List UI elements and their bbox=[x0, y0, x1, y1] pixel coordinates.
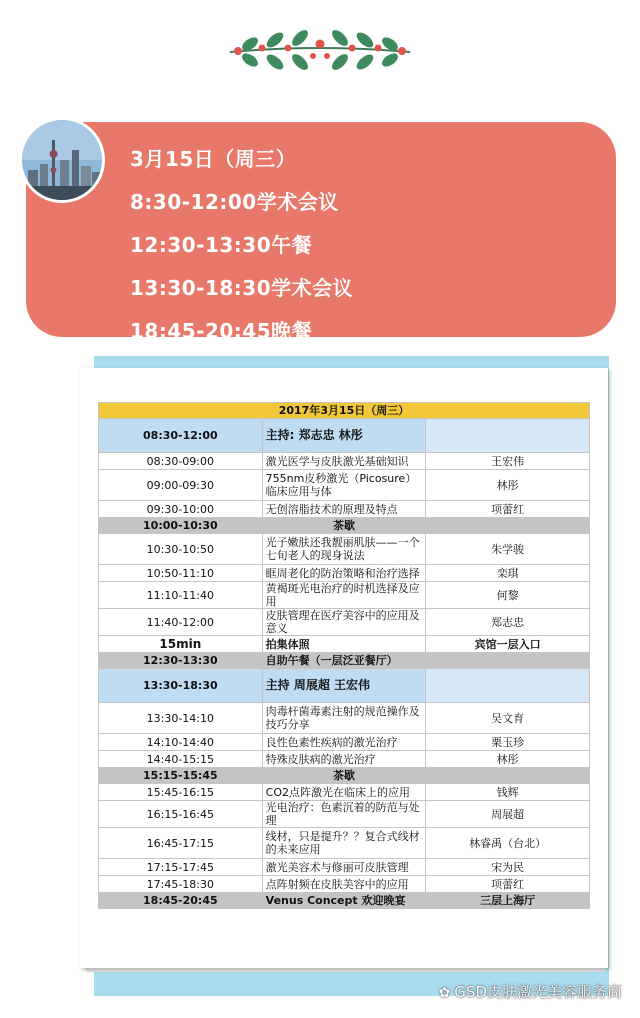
row-speaker: 林彤 bbox=[426, 470, 590, 501]
leaf-garland-decoration bbox=[0, 18, 640, 78]
row-speaker: 林彤 bbox=[426, 751, 590, 768]
row-speaker: 栾琪 bbox=[426, 565, 590, 582]
row-time: 10:30-10:50 bbox=[99, 534, 263, 565]
row-speaker: 三层上海厅 bbox=[426, 893, 590, 909]
schedule-row bbox=[99, 784, 590, 801]
row-topic: 自助午餐（一层泛亚餐厅） bbox=[262, 653, 426, 669]
row-speaker: 何黎 bbox=[426, 582, 590, 609]
row-time: 11:40-12:00 bbox=[99, 609, 263, 636]
row-speaker: 王宏伟 bbox=[426, 453, 590, 470]
row-time: 10:50-11:10 bbox=[99, 565, 263, 582]
schedule-row bbox=[99, 669, 590, 703]
row-topic: 光电治疗：色素沉着的防范与处理 bbox=[262, 801, 426, 828]
row-topic: 光子嫩肤还我靓丽肌肤——一个七旬老人的现身说法 bbox=[262, 534, 426, 565]
row-speaker bbox=[426, 419, 590, 453]
schedule-row bbox=[99, 734, 590, 751]
row-topic: 黄褐斑光电治疗的时机选择及应用 bbox=[262, 582, 426, 609]
skyline-image-icon bbox=[22, 120, 102, 200]
row-time: 12:30-13:30 bbox=[99, 653, 263, 669]
row-topic: 无创溶脂技术的原理及特点 bbox=[262, 501, 426, 518]
schedule-row bbox=[99, 565, 590, 582]
schedule-row bbox=[99, 636, 590, 653]
card-session-afternoon: 13:30-18:30学术会议 bbox=[130, 276, 354, 300]
schedule-row bbox=[99, 751, 590, 768]
row-time: 15:45-16:15 bbox=[99, 784, 263, 801]
row-topic: 拍集体照 bbox=[262, 636, 426, 653]
row-time: 08:30-12:00 bbox=[99, 419, 263, 453]
row-topic: 良性色素性疾病的激光治疗 bbox=[262, 734, 426, 751]
schedule-row bbox=[99, 801, 590, 828]
row-speaker: 宾馆一层入口 bbox=[426, 636, 590, 653]
schedule-row bbox=[99, 703, 590, 734]
row-topic: 茶歇 bbox=[262, 768, 426, 784]
row-topic: 主持: 郑志忠 林彤 bbox=[262, 419, 426, 453]
row-topic: 肉毒杆菌毒素注射的规范操作及技巧分享 bbox=[262, 703, 426, 734]
row-topic: 主持 周展超 王宏伟 bbox=[262, 669, 426, 703]
schedule-row bbox=[99, 453, 590, 470]
row-topic: 眶周老化的防治策略和治疗选择 bbox=[262, 565, 426, 582]
row-speaker: 项蕾红 bbox=[426, 876, 590, 893]
row-speaker: 郑志忠 bbox=[426, 609, 590, 636]
row-topic: CO2点阵激光在临床上的应用 bbox=[262, 784, 426, 801]
row-time: 13:30-14:10 bbox=[99, 703, 263, 734]
card-lunch: 12:30-13:30午餐 bbox=[130, 233, 313, 257]
row-time: 16:15-16:45 bbox=[99, 801, 263, 828]
schedule-row bbox=[99, 876, 590, 893]
schedule-row bbox=[99, 893, 590, 909]
row-speaker: 吴文育 bbox=[426, 703, 590, 734]
card-dinner: 18:45-20:45晚餐 bbox=[130, 319, 313, 343]
schedule-row bbox=[99, 582, 590, 609]
row-time: 08:30-09:00 bbox=[99, 453, 263, 470]
row-time: 11:10-11:40 bbox=[99, 582, 263, 609]
row-time: 09:00-09:30 bbox=[99, 470, 263, 501]
row-time: 16:45-17:15 bbox=[99, 828, 263, 859]
row-time: 14:40-15:15 bbox=[99, 751, 263, 768]
row-speaker: 宋为民 bbox=[426, 859, 590, 876]
row-topic: 激光医学与皮肤激光基础知识 bbox=[262, 453, 426, 470]
row-speaker bbox=[426, 518, 590, 534]
row-topic: 激光美容术与修丽可皮肤管理 bbox=[262, 859, 426, 876]
watermark-text: GSD皮肤激光美容服务商 bbox=[454, 983, 622, 1001]
schedule-row bbox=[99, 419, 590, 453]
row-time: 13:30-18:30 bbox=[99, 669, 263, 703]
row-time: 14:10-14:40 bbox=[99, 734, 263, 751]
row-topic: 皮肤管理在医疗美容中的应用及意义 bbox=[262, 609, 426, 636]
card-date: 3月15日（周三） bbox=[130, 147, 297, 171]
row-speaker bbox=[426, 653, 590, 669]
row-topic: Venus Concept 欢迎晚宴 bbox=[262, 893, 426, 909]
row-speaker: 朱学骏 bbox=[426, 534, 590, 565]
row-time: 17:45-18:30 bbox=[99, 876, 263, 893]
row-time: 18:45-20:45 bbox=[99, 893, 263, 909]
schedule-table bbox=[98, 402, 590, 909]
schedule-title: 2017年3月15日（周三） bbox=[99, 403, 590, 419]
row-topic: 755nm皮秒激光（Picosure）临床应用与体 bbox=[262, 470, 426, 501]
row-time: 15min bbox=[99, 636, 263, 653]
row-topic: 点阵射频在皮肤美容中的应用 bbox=[262, 876, 426, 893]
row-topic: 茶歇 bbox=[262, 518, 426, 534]
schedule-summary-card bbox=[26, 122, 616, 337]
row-time: 17:15-17:45 bbox=[99, 859, 263, 876]
card-session-morning: 8:30-12:00学术会议 bbox=[130, 190, 339, 214]
schedule-row bbox=[99, 534, 590, 565]
row-time: 09:30-10:00 bbox=[99, 501, 263, 518]
row-speaker: 栗玉珍 bbox=[426, 734, 590, 751]
schedule-sheet bbox=[80, 368, 608, 968]
watermark bbox=[439, 981, 622, 1002]
schedule-row bbox=[99, 470, 590, 501]
schedule-row bbox=[99, 518, 590, 534]
row-topic: 线材，只是提升？？复合式线材的未来应用 bbox=[262, 828, 426, 859]
row-speaker: 周展超 bbox=[426, 801, 590, 828]
schedule-row bbox=[99, 828, 590, 859]
wechat-icon: ✿ bbox=[438, 985, 451, 1001]
row-speaker: 钱辉 bbox=[426, 784, 590, 801]
row-speaker bbox=[426, 669, 590, 703]
row-time: 15:15-15:45 bbox=[99, 768, 263, 784]
row-time: 10:00-10:30 bbox=[99, 518, 263, 534]
schedule-row bbox=[99, 501, 590, 518]
schedule-row bbox=[99, 768, 590, 784]
row-topic: 特殊皮肤病的激光治疗 bbox=[262, 751, 426, 768]
row-speaker: 林睿禹（台北） bbox=[426, 828, 590, 859]
row-speaker: 项蕾红 bbox=[426, 501, 590, 518]
schedule-row bbox=[99, 859, 590, 876]
schedule-title-row bbox=[99, 403, 590, 419]
city-skyline-avatar bbox=[22, 120, 102, 200]
row-speaker bbox=[426, 768, 590, 784]
schedule-row bbox=[99, 653, 590, 669]
schedule-row bbox=[99, 609, 590, 636]
